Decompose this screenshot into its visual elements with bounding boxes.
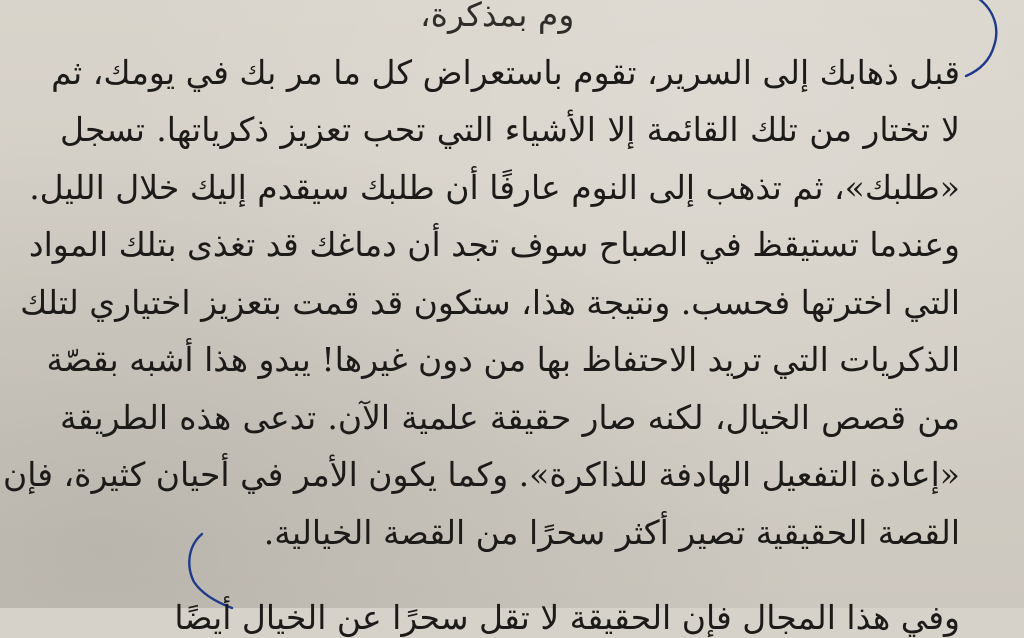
text-line-6: الذكريات التي تريد الاحتفاظ بها من دون غيرها! يبدو هذا أشبه بقصّة [46,340,960,379]
text-line-7: من قصص الخيال، لكنه صار حقيقة علمية الآن. تدعى هذه الطريقة [60,397,960,437]
text-line-2: لا تختار من تلك القائمة إلا الأشياء التي تحب تعزيز ذكرياتها. تسجل [60,110,960,149]
paragraph [2,0,960,561]
top-partial-line: وم بمذكرة، [420,0,575,34]
text-line-8: «إعادة التفعيل الهادفة للذاكرة». وكما يكون الأمر في أحيان كثيرة، فإن [2,455,960,494]
text-line-9: القصة الحقيقية تصير أكثر سحرًا من القصة الخيالية. [263,512,960,552]
text-line-1: قبل ذهابك إلى السرير، تقوم باستعراض كل ما مر بك في يومك، ثم [51,52,960,92]
bottom-partial-line: وفي هذا المجال فإن الحقيقة لا تقل سحرًا عن الخيال أيضًا [174,598,960,637]
text-line-3: «طلبك»، ثم تذهب إلى النوم عارفًا أن طلبك سيقدم إليك خلال الليل. [29,167,960,207]
bottom-partial-line-container [0,598,1024,638]
text-line-5: التي اخترتها فحسب. ونتيجة هذا، ستكون قد قمت بتعزيز اختياري لتلك [20,282,960,322]
text-line-4: وعندما تستيقظ في الصباح سوف تجد أن دماغك قد تغذى بتلك المواد [28,225,960,264]
